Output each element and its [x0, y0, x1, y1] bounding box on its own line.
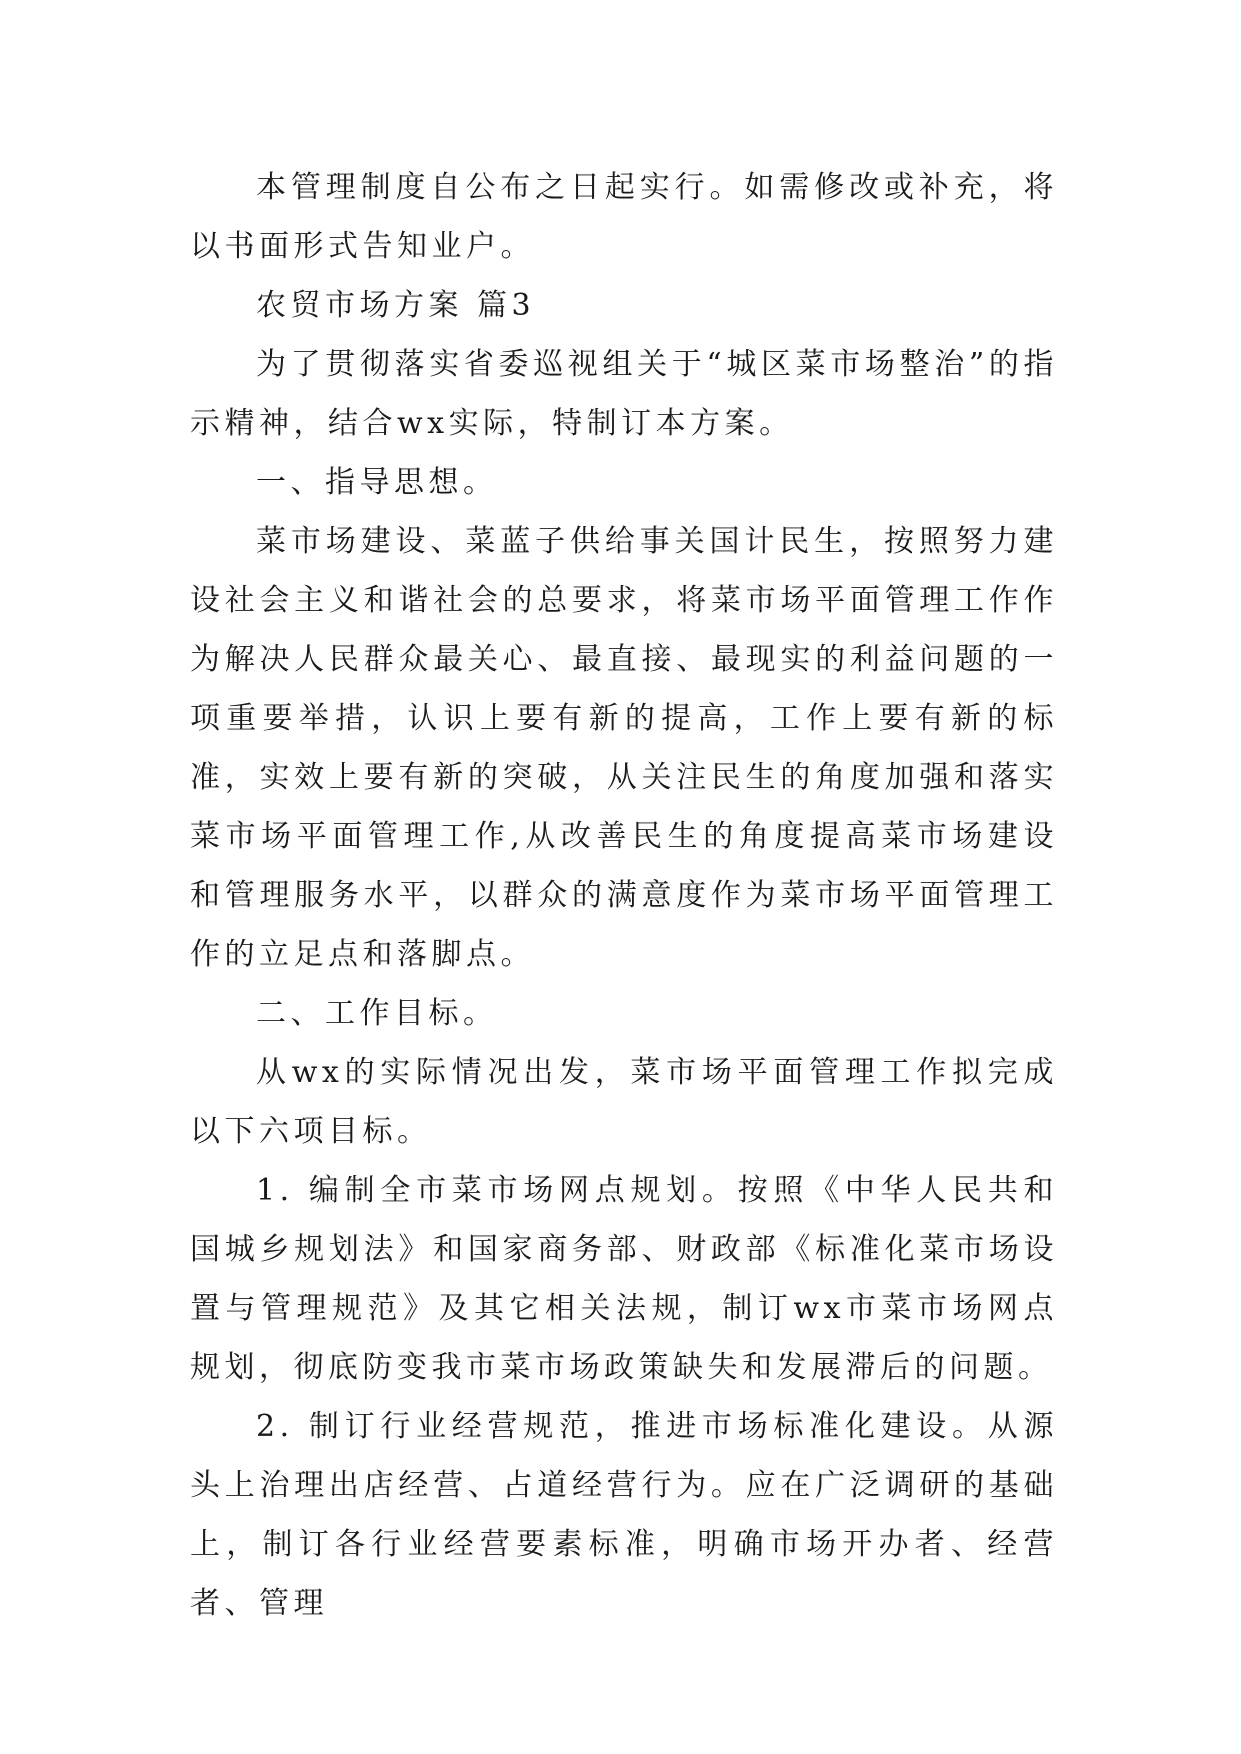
paragraph-purpose: 为了贯彻落实省委巡视组关于“城区菜市场整治”的指示精神，结合wx实际，特制订本方案。	[190, 347, 1058, 441]
paragraph-implementation-note: 本管理制度自公布之日起实行。如需修改或补充，将以书面形式告知业户。	[190, 170, 1058, 264]
heading-work-goals: 二、工作目标。	[256, 996, 498, 1031]
paragraph-work-goals-intro: 从wx的实际情况出发，菜市场平面管理工作拟完成以下六项目标。	[190, 1055, 1058, 1149]
heading-guiding-ideology: 一、指导思想。	[256, 465, 498, 500]
paragraph-guiding-ideology: 菜市场建设、菜蓝子供给事关国计民生，按照努力建设社会主义和谐社会的总要求，将菜市场平面管理工作作为解决人民群众最关心、最直接、最现实的利益问题的一项重要举措，认识上要有新的提高，工作上要有新的标准，实效上要有新的突破，从关注民生的角度加强和落实菜市场平面管理工作,从改善民生的角度提高菜市场建设和管理服务水平，以群众的满意度作为菜市场平面管理工作的立足点和落脚点。	[190, 524, 1058, 972]
document-page	[190, 158, 1058, 1633]
paragraph-goal-2: 2. 制订行业经营规范，推进市场标准化建设。从源头上治理出店经营、占道经营行为。应在广泛调研的基础上，制订各行业经营要素标准，明确市场开办者、经营者、管理	[190, 1409, 1058, 1621]
section-title-plan-3: 农贸市场方案 篇3	[256, 288, 536, 323]
paragraph-goal-1: 1. 编制全市菜市场网点规划。按照《中华人民共和国城乡规划法》和国家商务部、财政部《标准化菜市场设置与管理规范》及其它相关法规，制订wx市菜市场网点规划，彻底防变我市菜市场政策缺失和发展滞后的问题。	[190, 1173, 1058, 1385]
